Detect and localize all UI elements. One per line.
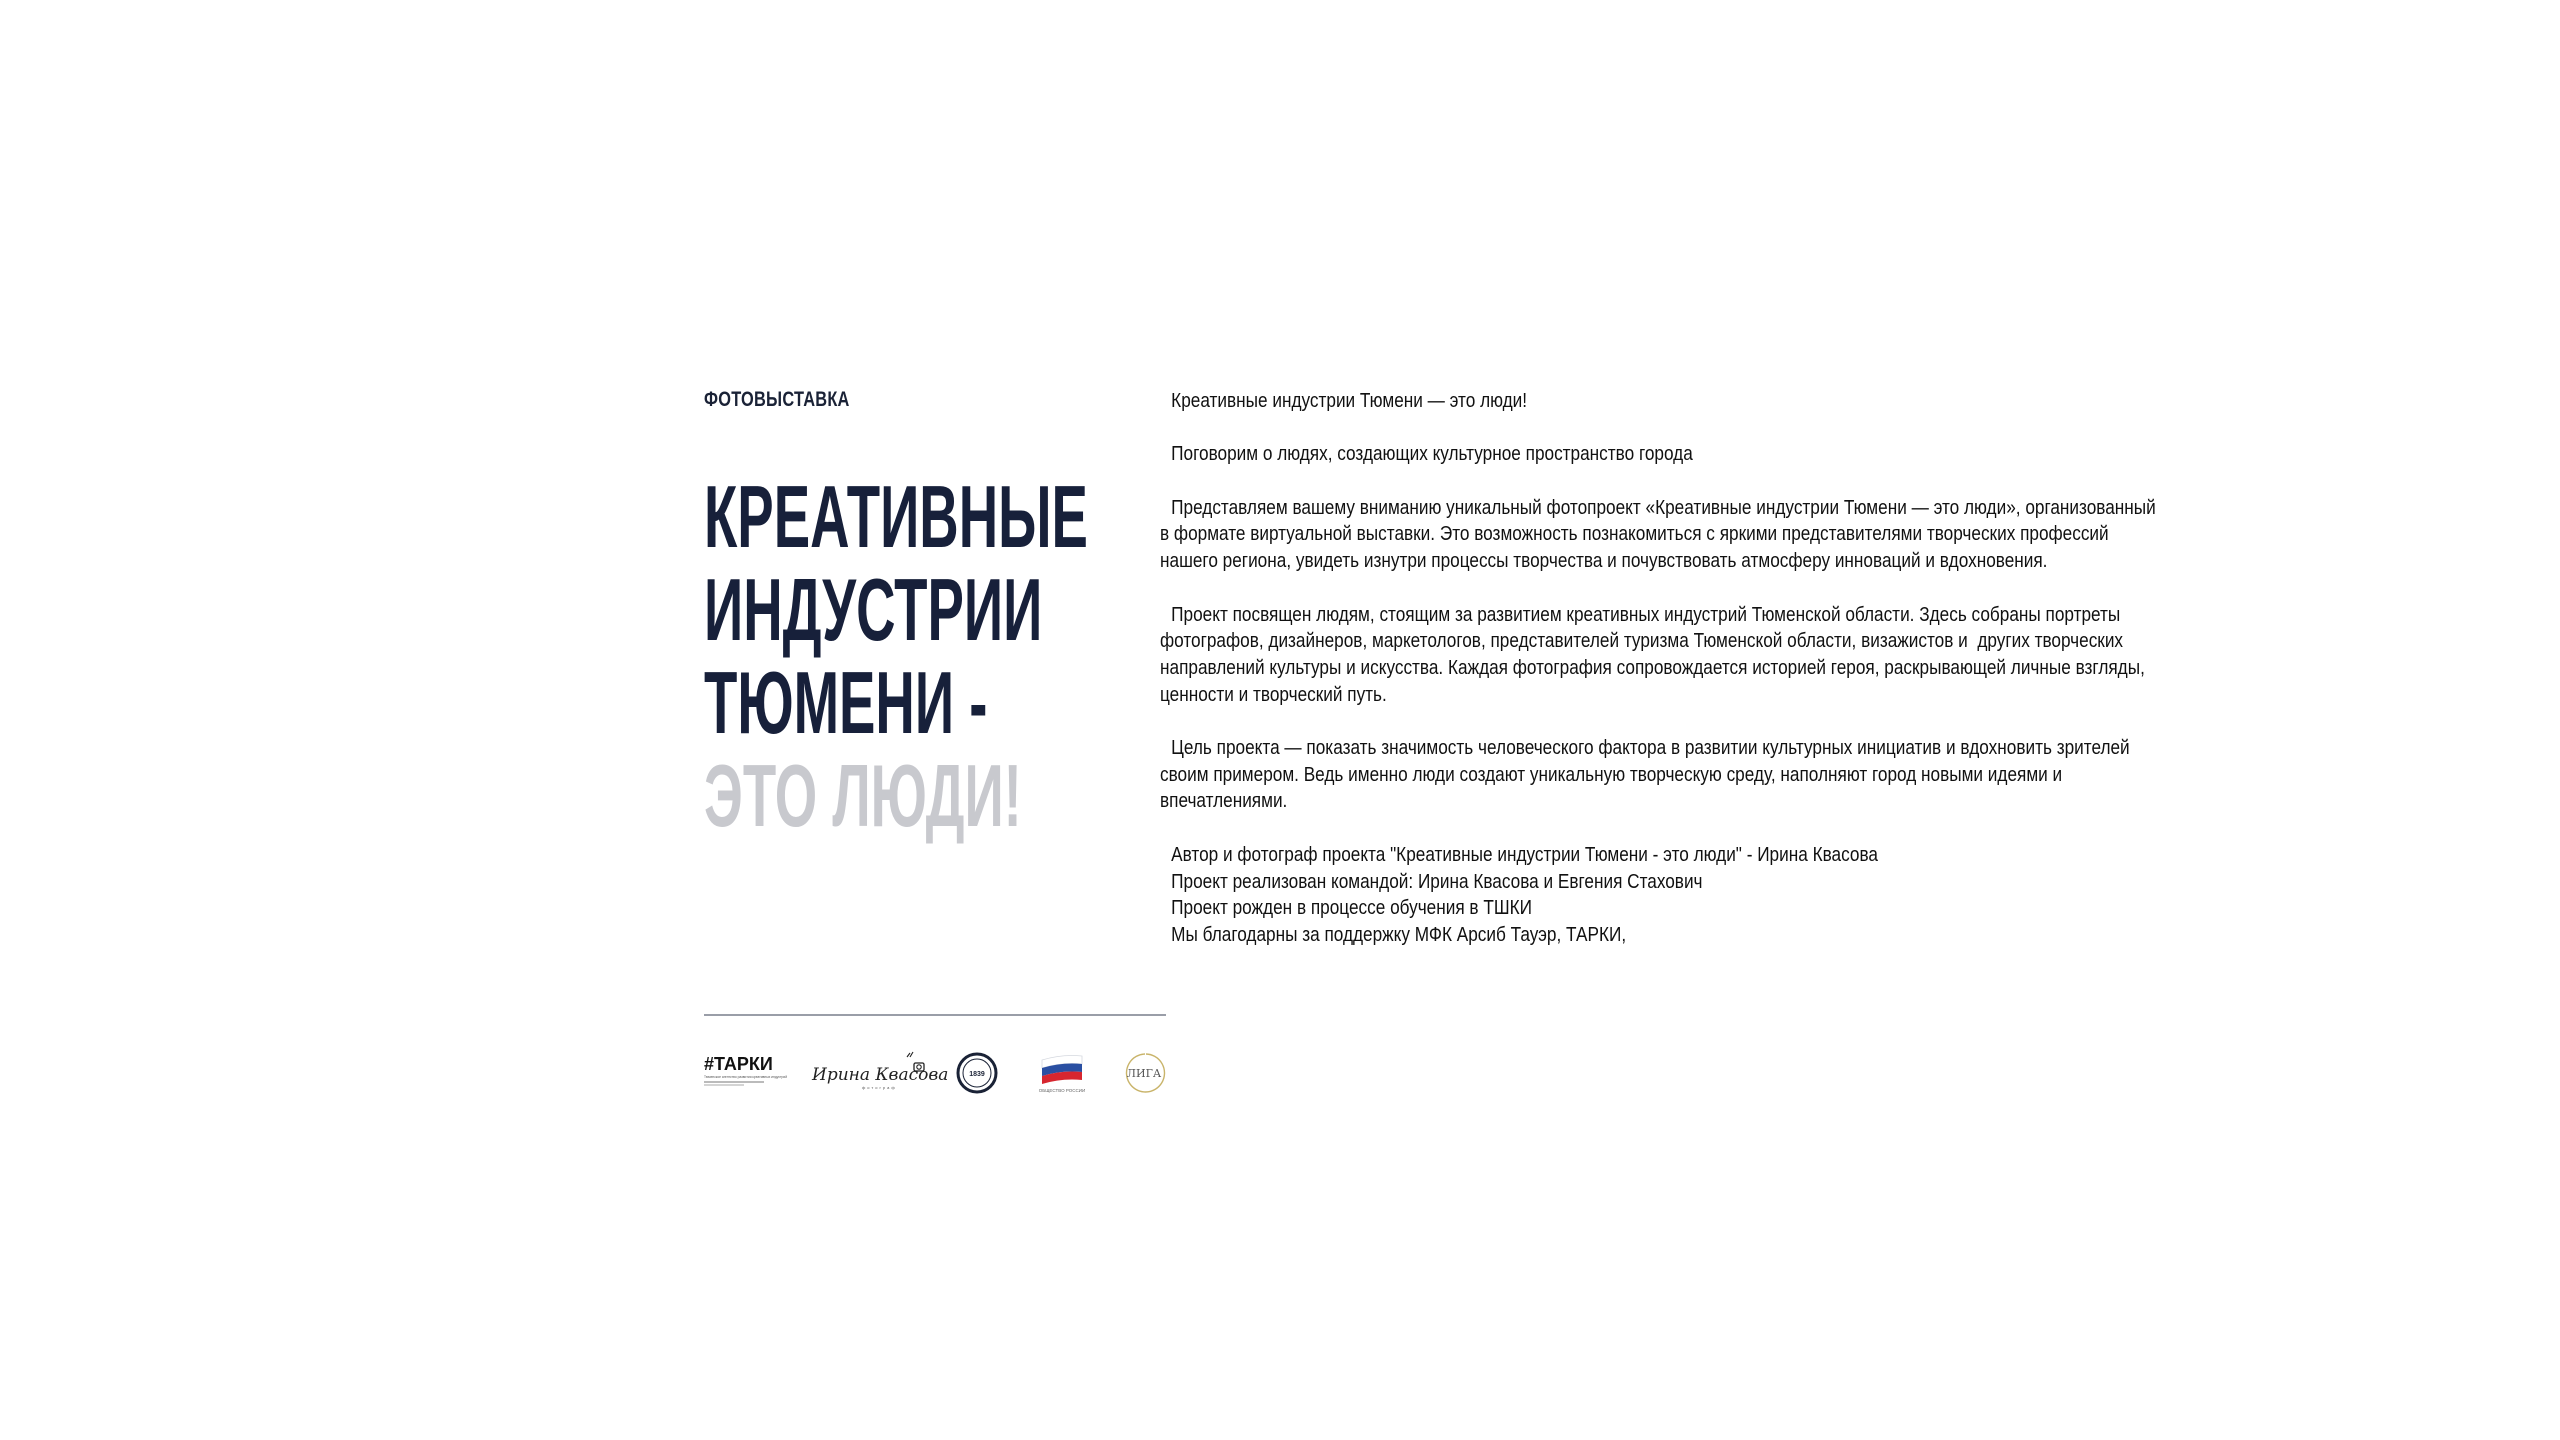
description-paragraph-people: Проект посвящен людям, стоящим за развитием креативных индустрий Тюменской области. Здесь собраны портреты фотографов, дизайнеров, маркетологов, представителей туризма Тюменской области, визажистов и других творческих направлений культуры и искусства. Каждая фотография сопровождается историей героя, раскрывающей личные взгляды, ценности и творческий путь. bbox=[1160, 603, 2150, 706]
credit-line: Мы благодарны за поддержку МФК Арсиб Тауэр, ТАРКИ, bbox=[1171, 923, 1627, 946]
partner-logos bbox=[704, 1040, 1174, 1106]
description-heading: Креативные индустрии Тюмени — это люди! bbox=[1171, 390, 1528, 412]
description-paragraph-goal: Цель проекта — показать значимость человеческого фактора в развитии культурных инициатив и вдохновить зрителей своим примером. Ведь именно люди создают уникальную творческую среду, наполняют город новыми идеями и впечатлениями. bbox=[1160, 737, 2135, 813]
title-line-3: ТЮМЕНИ - bbox=[704, 653, 988, 752]
credits-block bbox=[1160, 842, 2166, 949]
exhibition-title bbox=[704, 467, 1088, 845]
exhibition-description bbox=[1160, 388, 2170, 949]
seal-logo-text: 1839 bbox=[969, 1071, 985, 1078]
exhibition-title-block bbox=[704, 388, 1174, 845]
description-subheading: Поговорим о людях, создающих культурное пространство города bbox=[1171, 443, 1693, 466]
kvasova-logo-name: Ирина Квасова bbox=[812, 1065, 949, 1085]
credit-line: Автор и фотограф проекта "Креативные индустрии Тюмени - это люди" - Ирина Квасова bbox=[1171, 843, 1878, 866]
credit-line: Проект реализован командой: Ирина Квасова и Евгения Стахович bbox=[1171, 870, 1703, 893]
tarki-logo-caption: Тюменское агентство развития креативных индустрий bbox=[704, 1075, 788, 1079]
liga-logo-text: ЛИГА bbox=[1126, 1067, 1162, 1080]
tarki-logo bbox=[704, 1040, 788, 1106]
title-accent: ЭТО ЛЮДИ! bbox=[704, 746, 1022, 845]
divider bbox=[704, 1014, 1166, 1016]
seal-logo bbox=[956, 1040, 998, 1106]
flag-logo-caption: ОБЩЕСТВО РОССИИ bbox=[1038, 1088, 1086, 1093]
liga-logo bbox=[1124, 1040, 1168, 1106]
flag-logo bbox=[1034, 1040, 1090, 1106]
kvasova-logo-sub: фотограф bbox=[862, 1085, 897, 1090]
credit-line: Проект рожден в процессе обучения в ТШКИ bbox=[1171, 897, 1533, 920]
description-paragraph-intro: Представляем вашему вниманию уникальный фотопроект «Креативные индустрии Тюмени — это люди», организованный в формате виртуальной выставки. Это возможность познакомиться с яркими представителями творческих профессий нашего региона, увидеть изнутри процессы творчества и почувствовать атмосферу инноваций и вдохновения. bbox=[1160, 496, 2161, 573]
kvasova-signature-logo bbox=[810, 1040, 949, 1106]
title-line-1: КРЕАТИВНЫЕ bbox=[704, 467, 1088, 566]
title-line-2: ИНДУСТРИИ bbox=[704, 560, 1043, 659]
tarki-logo-name: #ТАРКИ bbox=[704, 1054, 773, 1074]
kicker-label: ФОТОВЫСТАВКА bbox=[704, 388, 850, 411]
